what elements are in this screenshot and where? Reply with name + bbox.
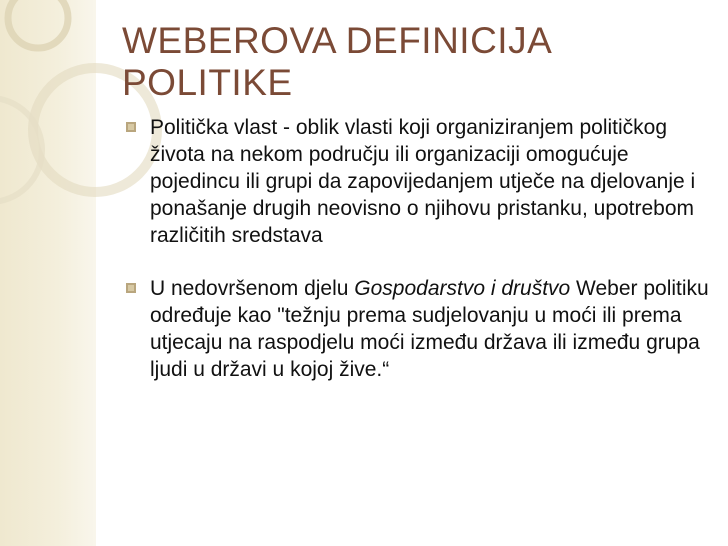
bullet-list bbox=[122, 114, 712, 383]
bullet-text-start: U nedovršenom djelu bbox=[150, 277, 355, 300]
left-decorative-band bbox=[0, 0, 96, 546]
slide-title: WEBEROVA DEFINICIJA POLITIKE bbox=[122, 20, 553, 103]
bullet-item bbox=[122, 275, 712, 383]
bullet-text-end: Weber politiku određuje kao "težnju prema sudjelovanju u moći ili prema utjecaju na raspodjelu moći između država ili između grupa ljudi u državi u kojoj žive.“ bbox=[150, 277, 709, 381]
book-title: Gospodarstvo i društvo bbox=[354, 277, 571, 300]
square-bullet-icon bbox=[126, 283, 136, 293]
square-bullet-icon bbox=[126, 122, 136, 132]
bullet-item bbox=[122, 114, 712, 249]
bullet-text: Politička vlast - oblik vlasti koji organiziranjem političkog života na nekom području ili organizaciji omogućuje pojedincu ili grupi da zapovijedanjem utječe na djelovanje i ponašanje drugih neovisno o njihovu pristanku, upotrebom različitih sredstava bbox=[150, 116, 696, 247]
